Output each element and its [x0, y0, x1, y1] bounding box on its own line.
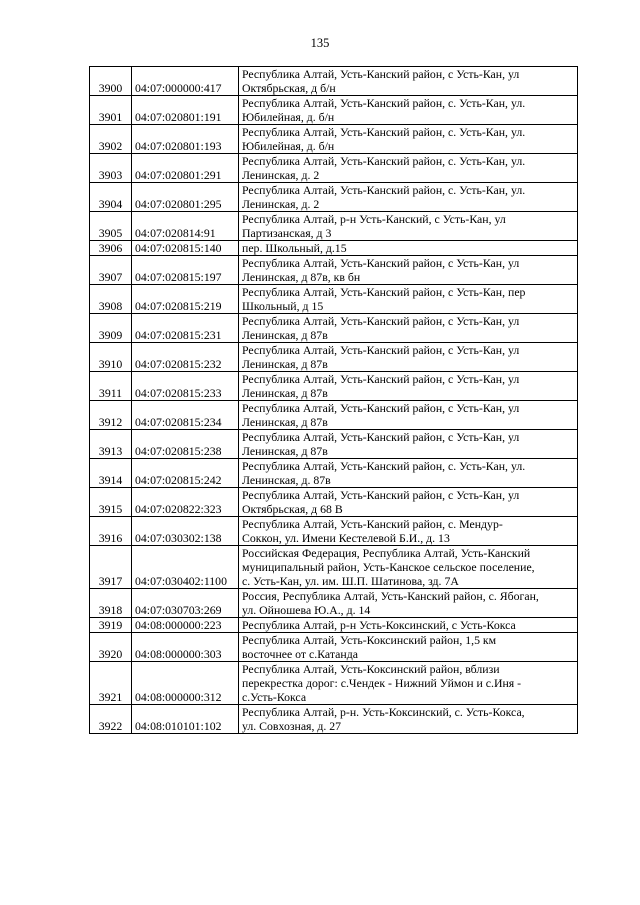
address-line: пер. Школьный, д.15: [242, 241, 347, 255]
table-row: [90, 430, 578, 459]
cadastral-number-cell: 04:07:030402:1100: [132, 546, 239, 589]
row-number-cell: 3908: [90, 285, 132, 314]
address-cell: [239, 633, 578, 662]
address-line: Республика Алтай, р-н. Усть-Коксинский, с. Усть-Кокса,: [242, 705, 525, 719]
address-cell: [239, 285, 578, 314]
address-line: Октябрьская, д б/н: [242, 81, 336, 95]
row-number-cell: 3921: [90, 662, 132, 705]
address-line: Республика Алтай, Усть-Канский район, с Усть-Кан, ул: [242, 372, 520, 386]
address-line: с. Усть-Кан, ул. им. Ш.П. Шатинова, зд. 7А: [242, 574, 459, 588]
table-row: [90, 633, 578, 662]
cadastral-number-cell: 04:07:020815:242: [132, 459, 239, 488]
table-row: [90, 343, 578, 372]
address-line: муниципальный район, Усть-Канское сельское поселение,: [242, 560, 535, 574]
cadastral-number-cell: 04:07:030703:269: [132, 589, 239, 618]
address-line: Ленинская, д. 2: [242, 168, 320, 182]
row-number-cell: 3904: [90, 183, 132, 212]
address-line: Республика Алтай, р-н Усть-Канский, с Усть-Кан, ул: [242, 212, 506, 226]
address-cell: [239, 212, 578, 241]
address-line: Ленинская, д 87в, кв бн: [242, 270, 361, 284]
address-line: Республика Алтай, Усть-Канский район, с. Усть-Кан, ул.: [242, 154, 526, 168]
address-line: Республика Алтай, Усть-Канский район, с. Мендур-: [242, 517, 503, 531]
address-line: Ленинская, д 87в: [242, 357, 328, 371]
address-cell: [239, 705, 578, 734]
cadastral-number-cell: 04:08:000000:312: [132, 662, 239, 705]
address-cell: [239, 372, 578, 401]
address-cell: [239, 517, 578, 546]
table-row: [90, 314, 578, 343]
row-number-cell: 3922: [90, 705, 132, 734]
cadastral-number-cell: 04:07:020815:219: [132, 285, 239, 314]
address-cell: [239, 256, 578, 285]
table-row: [90, 285, 578, 314]
address-line: Республика Алтай, Усть-Канский район, с Усть-Кан, ул: [242, 343, 520, 357]
row-number-cell: 3906: [90, 241, 132, 256]
address-line: Республика Алтай, Усть-Коксинский район, 1,5 км: [242, 633, 497, 647]
table-row: [90, 154, 578, 183]
row-number-cell: 3903: [90, 154, 132, 183]
cadastral-number-cell: 04:07:020815:197: [132, 256, 239, 285]
address-line: Республика Алтай, Усть-Канский район, с Усть-Кан, ул: [242, 401, 520, 415]
address-cell: [239, 546, 578, 589]
address-line: Ленинская, д 87в: [242, 328, 328, 342]
address-cell: [239, 314, 578, 343]
row-number-cell: 3915: [90, 488, 132, 517]
table-row: [90, 372, 578, 401]
cadastral-number-cell: 04:07:000000:417: [132, 67, 239, 96]
table-row: [90, 459, 578, 488]
row-number-cell: 3919: [90, 618, 132, 633]
address-cell: [239, 589, 578, 618]
address-line: Россия, Республика Алтай, Усть-Канский район, с. Ябоган,: [242, 589, 539, 603]
address-cell: [239, 154, 578, 183]
cadastral-number-cell: 04:07:020801:191: [132, 96, 239, 125]
address-cell: [239, 401, 578, 430]
table-row: [90, 96, 578, 125]
table-row: [90, 546, 578, 589]
row-number-cell: 3911: [90, 372, 132, 401]
property-register-table: [89, 66, 578, 734]
address-cell: [239, 618, 578, 633]
row-number-cell: 3913: [90, 430, 132, 459]
row-number-cell: 3917: [90, 546, 132, 589]
address-cell: [239, 488, 578, 517]
cadastral-number-cell: 04:07:020815:238: [132, 430, 239, 459]
address-cell: [239, 343, 578, 372]
table-row: [90, 401, 578, 430]
table-row: [90, 662, 578, 705]
address-cell: [239, 430, 578, 459]
cadastral-number-cell: 04:07:020815:231: [132, 314, 239, 343]
table-row: [90, 125, 578, 154]
cadastral-number-cell: 04:07:020815:234: [132, 401, 239, 430]
address-line: Республика Алтай, р-н Усть-Коксинский, с Усть-Кокса: [242, 618, 516, 632]
address-line: Соккон, ул. Имени Кестелевой Б.И., д. 13: [242, 531, 450, 545]
address-line: Школьный, д 15: [242, 299, 324, 313]
cadastral-number-cell: 04:07:020814:91: [132, 212, 239, 241]
table-row: [90, 67, 578, 96]
address-line: Юбилейная, д. б/н: [242, 110, 335, 124]
table-row: [90, 618, 578, 633]
address-line: восточнее от с.Катанда: [242, 647, 358, 661]
cadastral-number-cell: 04:07:020801:193: [132, 125, 239, 154]
table-row: [90, 705, 578, 734]
address-line: Октябрьская, д 68 В: [242, 502, 343, 516]
row-number-cell: 3918: [90, 589, 132, 618]
address-line: Республика Алтай, Усть-Канский район, с. Усть-Кан, ул.: [242, 459, 526, 473]
address-line: Республика Алтай, Усть-Канский район, с Усть-Кан, ул: [242, 256, 520, 270]
cadastral-number-cell: 04:08:010101:102: [132, 705, 239, 734]
address-cell: [239, 459, 578, 488]
address-line: ул. Ойношева Ю.А., д. 14: [242, 603, 371, 617]
address-line: Республика Алтай, Усть-Канский район, с Усть-Кан, ул: [242, 67, 520, 81]
cadastral-number-cell: 04:07:020801:295: [132, 183, 239, 212]
address-line: Ленинская, д. 87в: [242, 473, 331, 487]
address-line: Республика Алтай, Усть-Канский район, с Усть-Кан, ул: [242, 488, 520, 502]
row-number-cell: 3909: [90, 314, 132, 343]
address-line: Республика Алтай, Усть-Канский район, с. Усть-Кан, ул.: [242, 183, 526, 197]
address-line: перекрестка дорог: с.Чендек - Нижний Уймон и с.Иня -: [242, 676, 522, 690]
address-line: Республика Алтай, Усть-Канский район, с. Усть-Кан, ул.: [242, 96, 526, 110]
address-line: Юбилейная, д. б/н: [242, 139, 335, 153]
table-row: [90, 589, 578, 618]
cadastral-number-cell: 04:07:020801:291: [132, 154, 239, 183]
address-cell: [239, 183, 578, 212]
address-line: Ленинская, д 87в: [242, 444, 328, 458]
address-line: с.Усть-Кокса: [242, 690, 307, 704]
row-number-cell: 3910: [90, 343, 132, 372]
address-line: Российская Федерация, Республика Алтай, Усть-Канский: [242, 546, 531, 560]
row-number-cell: 3920: [90, 633, 132, 662]
table-row: [90, 183, 578, 212]
table-row: [90, 488, 578, 517]
table-row: [90, 212, 578, 241]
cadastral-number-cell: 04:07:020815:233: [132, 372, 239, 401]
address-cell: [239, 662, 578, 705]
address-line: Республика Алтай, Усть-Канский район, с. Усть-Кан, ул.: [242, 125, 526, 139]
table-row: [90, 256, 578, 285]
row-number-cell: 3902: [90, 125, 132, 154]
address-line: Ленинская, д. 2: [242, 197, 320, 211]
address-line: Республика Алтай, Усть-Коксинский район, вблизи: [242, 662, 500, 676]
address-cell: [239, 125, 578, 154]
address-line: Республика Алтай, Усть-Канский район, с Усть-Кан, пер: [242, 285, 526, 299]
cadastral-number-cell: 04:07:020815:140: [132, 241, 239, 256]
address-line: Республика Алтай, Усть-Канский район, с Усть-Кан, ул: [242, 314, 520, 328]
cadastral-number-cell: 04:08:000000:303: [132, 633, 239, 662]
address-line: Республика Алтай, Усть-Канский район, с Усть-Кан, ул: [242, 430, 520, 444]
cadastral-number-cell: 04:07:020822:323: [132, 488, 239, 517]
address-cell: [239, 67, 578, 96]
row-number-cell: 3907: [90, 256, 132, 285]
address-line: Ленинская, д 87в: [242, 415, 328, 429]
cadastral-number-cell: 04:07:020815:232: [132, 343, 239, 372]
address-cell: [239, 241, 578, 256]
row-number-cell: 3916: [90, 517, 132, 546]
table-row: [90, 241, 578, 256]
address-cell: [239, 96, 578, 125]
address-line: Ленинская, д 87в: [242, 386, 328, 400]
address-line: ул. Совхозная, д. 27: [242, 719, 342, 733]
page-number: 135: [310, 36, 330, 50]
row-number-cell: 3914: [90, 459, 132, 488]
cadastral-number-cell: 04:07:030302:138: [132, 517, 239, 546]
row-number-cell: 3901: [90, 96, 132, 125]
table-row: [90, 517, 578, 546]
row-number-cell: 3900: [90, 67, 132, 96]
table-body: [90, 67, 578, 734]
cadastral-number-cell: 04:08:000000:223: [132, 618, 239, 633]
row-number-cell: 3912: [90, 401, 132, 430]
row-number-cell: 3905: [90, 212, 132, 241]
address-line: Партизанская, д 3: [242, 226, 332, 240]
